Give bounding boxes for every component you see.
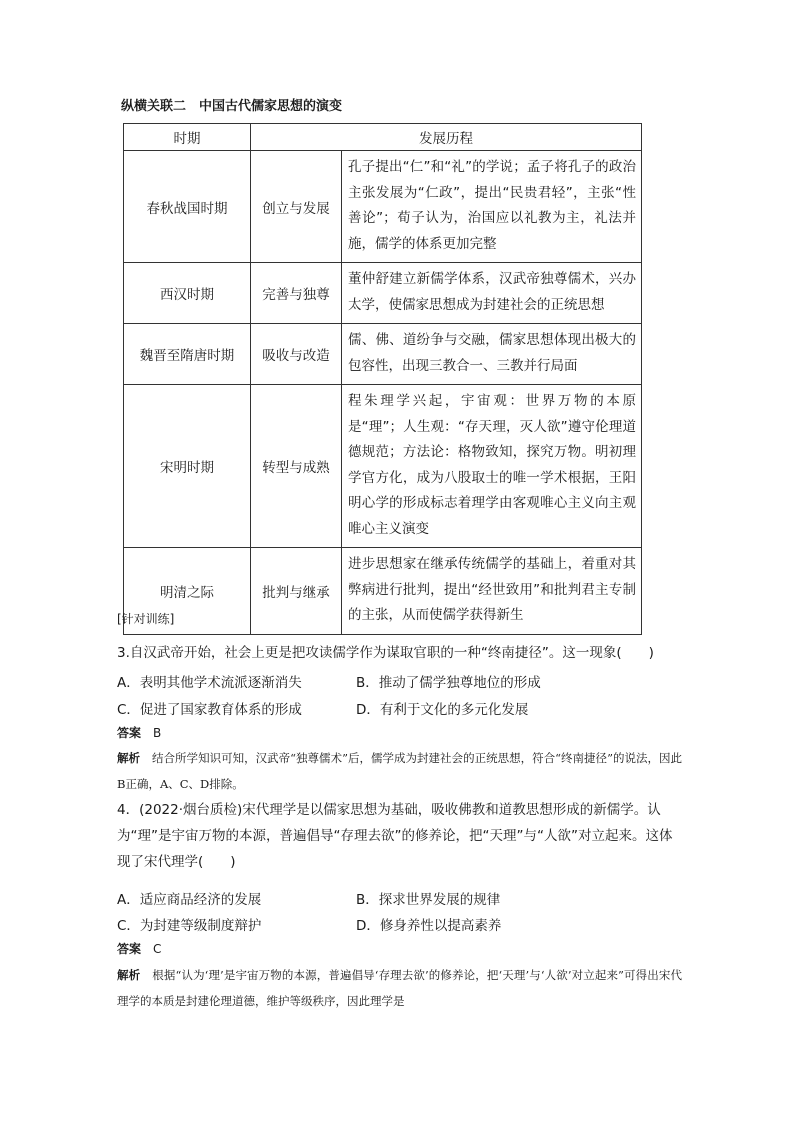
question-3-option-b: B．推动了儒学独尊地位的形成: [356, 675, 541, 691]
row-period: 宋明时期: [124, 385, 251, 548]
confucianism-evolution-table: [123, 123, 642, 635]
question-3-explanation: [117, 745, 682, 797]
question-3-option-c: C．促进了国家教育体系的形成: [117, 702, 302, 718]
question-4-option-c: C．为封建等级制度辩护: [117, 918, 262, 934]
question-3-option-d: D．有利于文化的多元化发展: [356, 702, 529, 718]
question-4-answer: [117, 940, 161, 957]
training-label: [针对训练]: [117, 612, 175, 626]
table-row: [124, 151, 642, 263]
row-stage: 完善与独尊: [251, 263, 342, 324]
question-3-answer: [117, 724, 161, 741]
row-period: 春秋战国时期: [124, 151, 251, 263]
question-4-option-d: D．修身养性以提高素养: [356, 918, 502, 934]
row-desc: 董仲舒建立新儒学体系，汉武帝独尊儒术，兴办太学，使儒家思想成为封建社会的正统思想: [342, 263, 642, 324]
question-4-explanation: [117, 962, 682, 1014]
row-desc: 程朱理学兴起，宇宙观：世界万物的本原是“理”；人生观：“存天理，灭人欲”遵守伦理道德规范；方法论：格物致知，探究万物。明初理学官方化，成为八股取士的唯一学术根据，王阳明心学的形成标志着理学由客观唯心主义向主观唯心主义演变: [342, 385, 642, 548]
explanation-text: 结合所学知识可知，汉武帝“独尊儒术”后，儒学成为封建社会的正统思想，符合“终南捷径”的说法，因此B正确，A、C、D排除。: [117, 751, 683, 791]
question-3-stem: 3.自汉武帝开始，社会上更是把攻读儒学作为谋取官职的一种“终南捷径”。这一现象( ): [117, 645, 654, 661]
explanation-text: 根据“认为‘理’是宇宙万物的本源，普遍倡导‘存理去欲’的修养论，把‘天理’与‘人欲’对立起来”可得出宋代理学的本质是封建伦理道德，维护等级秩序，因此理学是: [117, 968, 683, 1008]
header-period: 时期: [124, 124, 251, 151]
section-title: 纵横关联二 中国古代儒家思想的演变: [121, 99, 343, 114]
table-row: [124, 324, 642, 385]
row-stage: 批判与继承: [251, 548, 342, 635]
explanation-label: 解析: [117, 751, 141, 765]
question-3-option-a: A．表明其他学术流派逐渐消失: [117, 675, 302, 691]
question-4-option-b: B．探求世界发展的规律: [356, 892, 501, 908]
table-row: [124, 548, 642, 635]
explanation-label: 解析: [117, 968, 141, 982]
row-stage: 转型与成熟: [251, 385, 342, 548]
row-stage: 创立与发展: [251, 151, 342, 263]
answer-label: 答案: [117, 726, 142, 740]
answer-value: C: [153, 942, 162, 956]
table-header-row: [124, 124, 642, 151]
answer-value: B: [153, 726, 162, 740]
question-4-option-a: A．适应商品经济的发展: [117, 892, 262, 908]
row-period: 魏晋至隋唐时期: [124, 324, 251, 385]
row-desc: 进步思想家在继承传统儒学的基础上，着重对其弊病进行批判，提出“经世致用”和批判君主专制的主张，从而使儒学获得新生: [342, 548, 642, 635]
answer-label: 答案: [117, 942, 142, 956]
row-period: 西汉时期: [124, 263, 251, 324]
question-4-stem: 4．(2022·烟台质检)宋代理学是以儒家思想为基础，吸收佛教和道教思想形成的新儒学。认为“理”是宇宙万物的本源，普遍倡导“存理去欲”的修养论，把“天理”与“人欲”对立起来。这体现了宋代理学( ): [117, 802, 673, 870]
header-history: 发展历程: [251, 124, 642, 151]
table-row: [124, 263, 642, 324]
row-period: 明清之际: [124, 548, 251, 635]
row-stage: 吸收与改造: [251, 324, 342, 385]
row-desc: 孔子提出“仁”和“礼”的学说；孟子将孔子的政治主张发展为“仁政”，提出“民贵君轻”，主张“性善论”；荀子认为，治国应以礼教为主，礼法并施，儒学的体系更加完整: [342, 151, 642, 263]
table-row: [124, 385, 642, 548]
row-desc: 儒、佛、道纷争与交融，儒家思想体现出极大的包容性，出现三教合一、三教并行局面: [342, 324, 642, 385]
